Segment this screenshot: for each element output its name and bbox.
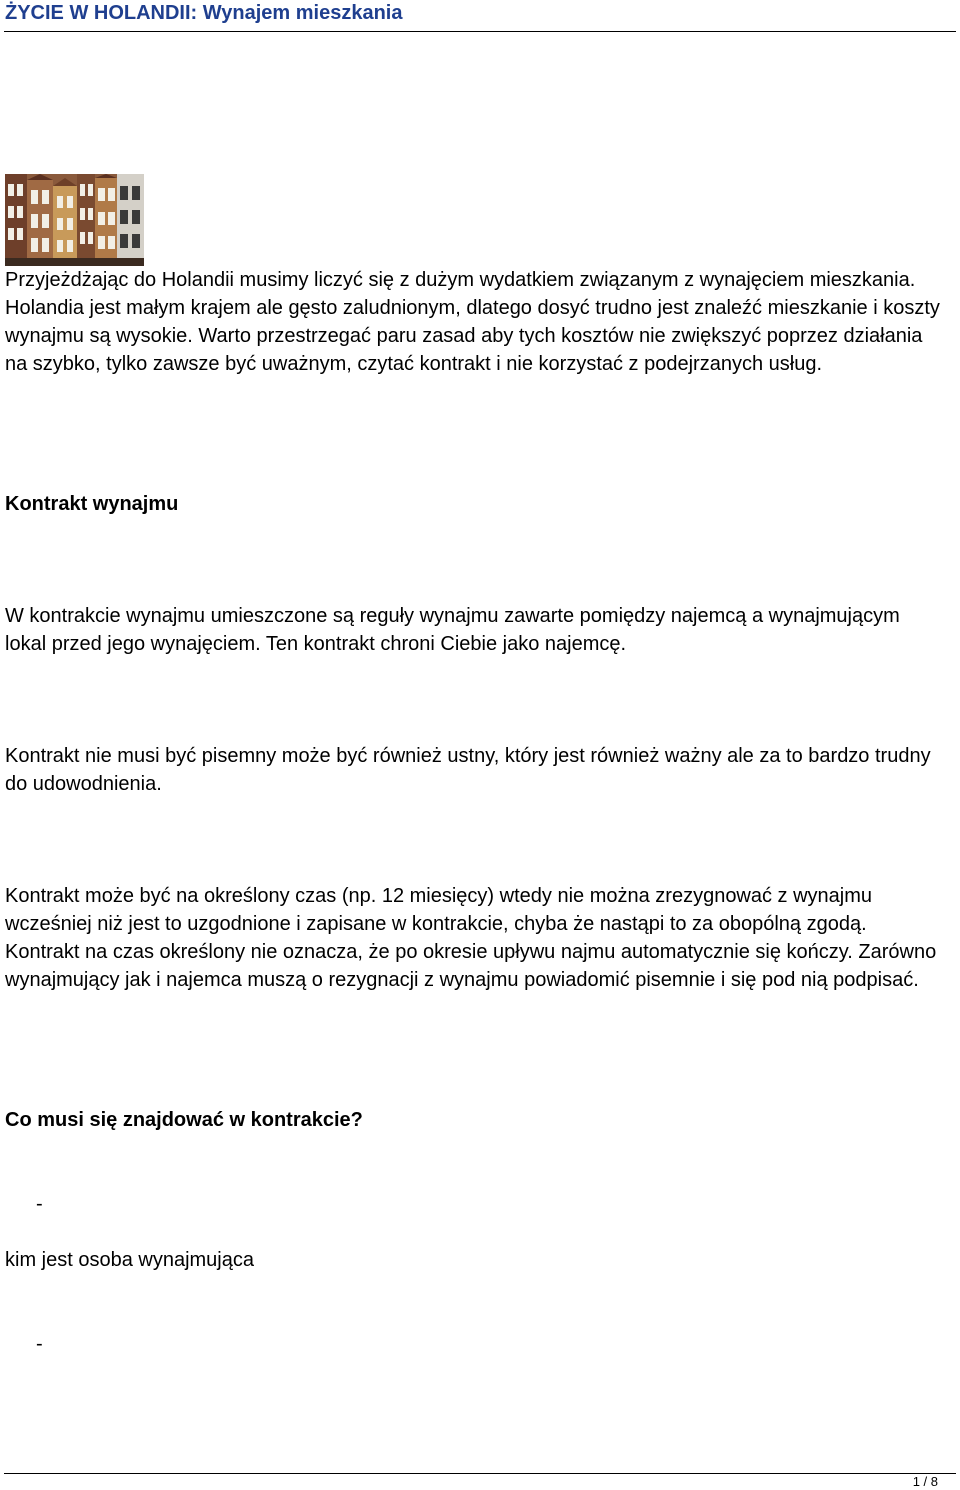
list-dash: - xyxy=(36,1193,43,1215)
paragraph-contract-rules: W kontrakcie wynajmu umieszczone są reguły wynajmu zawarte pomiędzy najemcą a wynajmującym lokal przed jego wynajęciem. Ten kontrakt chroni Ciebie jako najemcę. xyxy=(5,605,900,655)
intro-paragraph: Przyjeżdżając do Holandii musimy liczyć się z dużym wydatkiem związanym z wynajęciem mieszkania. Holandia jest małym krajem ale gęsto zaludnionym, dlatego dosyć trudno jest znaleźć mieszkanie i koszty wynajmu są wysokie. Warto przestrzegać paru zasad aby tych kosztów nie zwiększyć poprzez działania na szybko, tylko zawsze być uważnym, czytać kontrakt i nie korzystać z podejrzanych usług. xyxy=(5,269,940,375)
title-divider xyxy=(4,31,956,32)
section-heading-rental-contract: Kontrakt wynajmu xyxy=(5,493,179,515)
list-dash: - xyxy=(36,1333,43,1355)
page-number: 1 / 8 xyxy=(912,1474,938,1489)
paragraph-contract-duration: Kontrakt może być na określony czas (np. 12 miesięcy) wtedy nie można zrezygnować z wynajmu wcześniej niż jest to uzgodnione i zapisane w kontrakcie, chyba że nastąpi to za obopólną zgodą. Kontrakt na czas określony nie oznacza, że po okresie upływu najmu automatycznie się kończy. Zarówno wynajmujący jak i najemca muszą o rezygnacji z wynajmu powiadomić pisemnie i się pod nią podpisać. xyxy=(5,885,937,991)
page-title: ŻYCIE W HOLANDII: Wynajem mieszkania xyxy=(5,2,403,24)
footer-divider xyxy=(4,1473,956,1474)
section-heading-contract-contents: Co musi się znajdować w kontrakcie? xyxy=(5,1109,363,1131)
list-item-landlord: kim jest osoba wynajmująca xyxy=(5,1249,254,1271)
building-facade-image xyxy=(5,174,144,266)
paragraph-contract-form: Kontrakt nie musi być pisemny może być również ustny, który jest również ważny ale za to bardzo trudny do udowodnienia. xyxy=(5,745,931,795)
